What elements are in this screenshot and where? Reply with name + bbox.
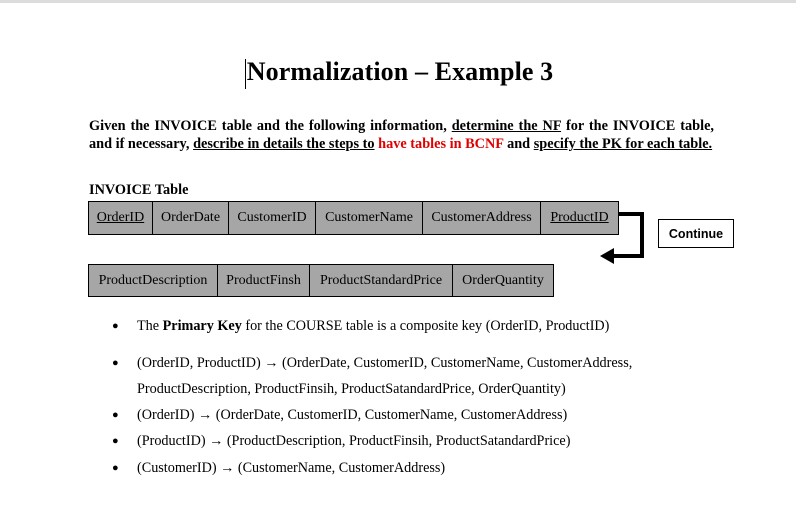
continuation-arrow-icon: [598, 210, 650, 268]
intro-red-text: have tables in BCNF: [378, 136, 504, 152]
intro-text-4: and: [503, 136, 534, 152]
intro-text-1: Given the INVOICE table and the following information,: [89, 118, 452, 134]
bullet-icon: ●: [112, 435, 119, 447]
top-border: [0, 0, 796, 3]
bullet-icon: ●: [112, 357, 119, 369]
cell-productid: ProductID: [550, 210, 609, 225]
table-cell: [423, 202, 541, 234]
table-cell: [316, 202, 423, 234]
table-cell: [229, 202, 316, 234]
cell-orderquantity: OrderQuantity: [462, 272, 544, 288]
intro-paragraph: [89, 117, 714, 153]
intro-text-2: for the INVOICE table, and if necessary,: [89, 118, 714, 152]
cell-customerid: CustomerID: [237, 210, 307, 225]
bullet-1-pre: The: [137, 318, 163, 334]
invoice-row-1: [88, 201, 619, 235]
intro-underline-3: specify the PK for each table.: [533, 136, 713, 152]
bullet-1-bold: Primary Key: [162, 318, 242, 334]
intro-underline-2: describe in details the steps to: [193, 136, 375, 152]
bullet-5-text: (CustomerID) → (CustomerName, CustomerAddress): [137, 460, 446, 476]
table-cell: [89, 202, 153, 234]
cell-productfinsh: ProductFinsh: [226, 272, 301, 288]
table-cell: [218, 265, 310, 296]
bullet-2-line-1: (OrderID, ProductID) → (OrderDate, CustomerID, CustomerName, CustomerAddress,: [137, 355, 633, 371]
bullet-2-line-2: ProductDescription, ProductFinsih, ProductSatandardPrice, OrderQuantity): [137, 381, 566, 397]
page-title: Normalization – Example 3: [246, 57, 554, 86]
invoice-row-2: [88, 264, 554, 297]
cell-productstandardprice: ProductStandardPrice: [319, 272, 443, 288]
table-cell: [153, 202, 229, 234]
cell-customeraddress: CustomerAddress: [431, 210, 532, 225]
table-cell: [89, 265, 218, 296]
bullet-icon: ●: [112, 409, 119, 421]
table-cell: [453, 265, 553, 296]
cell-customername: CustomerName: [325, 210, 413, 225]
bullet-4-text: (ProductID) → (ProductDescription, ProductFinsih, ProductSatandardPrice): [137, 433, 571, 449]
bullet-icon: ●: [112, 462, 119, 474]
cell-orderid: OrderID: [96, 210, 145, 225]
intro-underline-1: determine the NF: [451, 118, 562, 134]
table-caption: INVOICE Table: [89, 182, 189, 198]
bullet-3-text: (OrderID) → (OrderDate, CustomerID, CustomerName, CustomerAddress): [137, 407, 568, 423]
bullet-1-post: for the COURSE table is a composite key (OrderID, ProductID): [241, 318, 610, 334]
cell-productdescription: ProductDescription: [98, 272, 208, 288]
table-cell: [310, 265, 453, 296]
bullet-icon: ●: [112, 320, 119, 332]
cell-orderdate: OrderDate: [160, 210, 221, 225]
continue-button[interactable]: Continue: [658, 219, 734, 248]
